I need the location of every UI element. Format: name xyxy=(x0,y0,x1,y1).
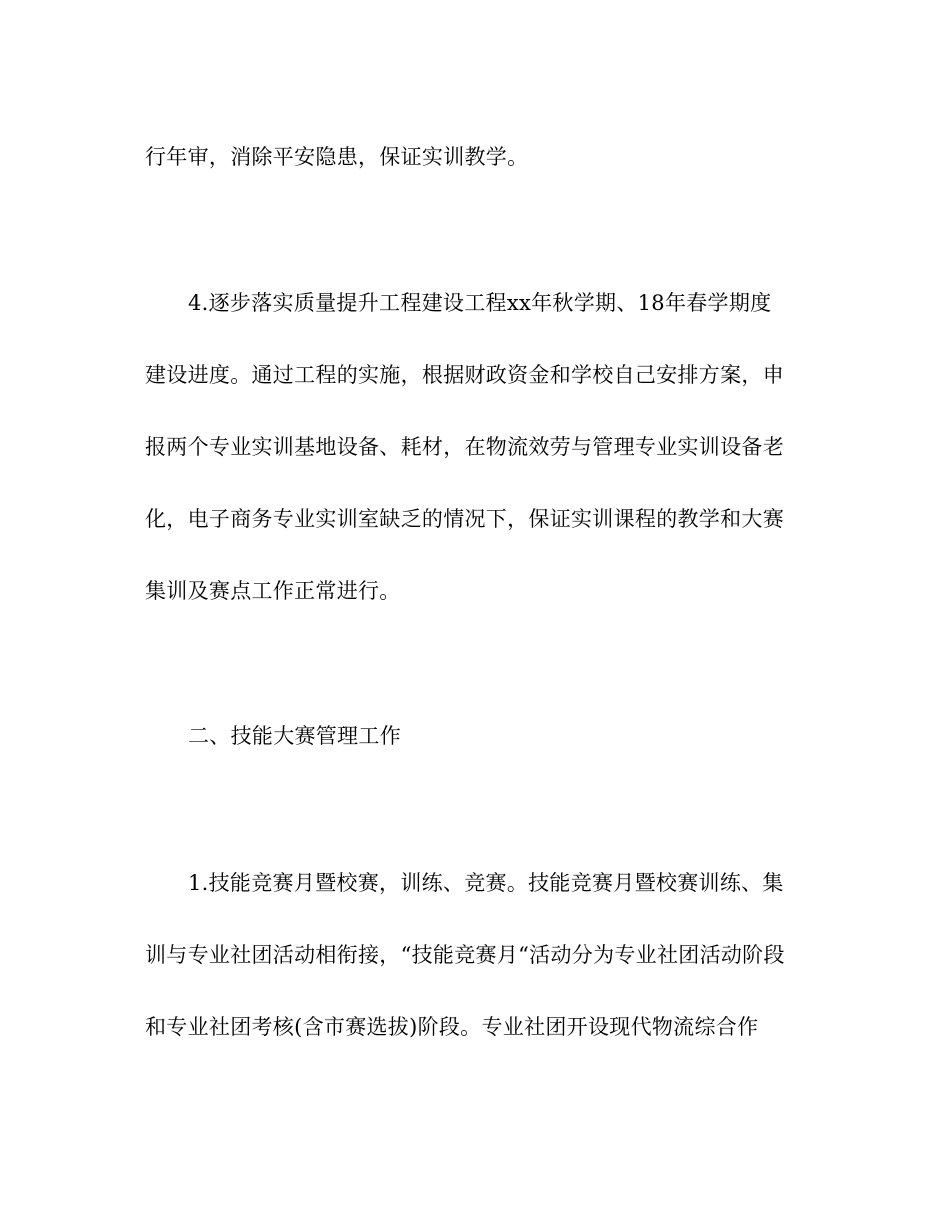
text-line: 建设进度。通过工程的实施，根据财政资金和学校自己安排方案，申 xyxy=(145,363,784,387)
text-line: 训与专业社团活动相衔接，“技能竞赛月“活动分为专业社团活动阶段 xyxy=(145,943,785,967)
text-line: 化，电子商务专业实训室缺乏的情况下，保证实训课程的教学和大赛 xyxy=(145,507,784,531)
text-line: 1.技能竞赛月暨校赛，训练、竞赛。技能竞赛月暨校赛训练、集 xyxy=(188,871,784,895)
text-line: 集训及赛点工作正常进行。 xyxy=(145,579,401,603)
section-heading: 二、技能大赛管理工作 xyxy=(188,724,401,748)
text-line: 4.逐步落实质量提升工程建设工程xx年秋学期、18年春学期度 xyxy=(188,291,772,315)
text-line: 报两个专业实训基地设备、耗材，在物流效劳与管理专业实训设备老 xyxy=(145,435,784,459)
text-line: 行年审，消除平安隐患，保证实训教学。 xyxy=(145,145,529,169)
text-line: 和专业社团考核(含市赛选拔)阶段。专业社团开设现代物流综合作 xyxy=(145,1015,759,1039)
